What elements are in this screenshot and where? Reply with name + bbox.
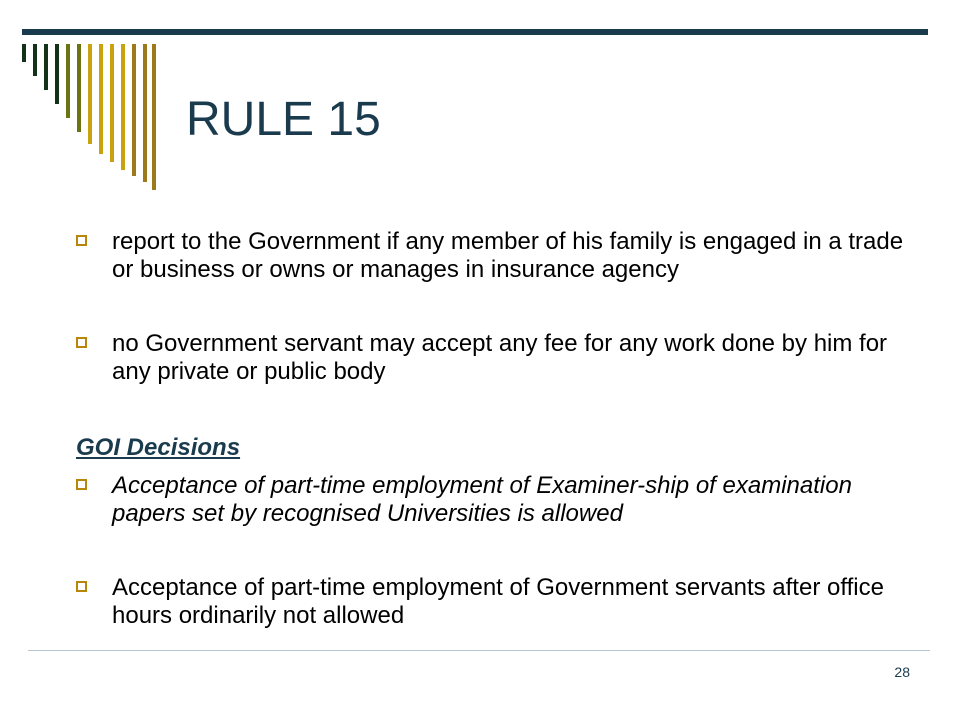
decorative-bar bbox=[22, 44, 26, 62]
decorative-bar bbox=[66, 44, 70, 118]
square-bullet-icon bbox=[76, 235, 87, 246]
section-heading: GOI Decisions bbox=[76, 434, 241, 461]
decorative-bar bbox=[77, 44, 81, 132]
bullet-item bbox=[76, 228, 906, 284]
decorative-bar bbox=[152, 44, 156, 190]
decorative-bar bbox=[55, 44, 59, 104]
decision-text: Acceptance of part-time employment of Examiner-ship of examination papers set by recognised Universities is allowed bbox=[112, 472, 852, 527]
bullet-text: report to the Government if any member of his family is engaged in a trade or business or owns or manages in insurance agency bbox=[112, 228, 904, 283]
decorative-bars bbox=[0, 0, 170, 200]
square-bullet-icon bbox=[76, 479, 87, 490]
decision-text: Acceptance of part-time employment of Government servants after office hours ordinarily not allowed bbox=[112, 574, 884, 629]
decorative-bar bbox=[44, 44, 48, 90]
slide-title: RULE 15 bbox=[186, 93, 381, 146]
decorative-bar bbox=[143, 44, 147, 182]
decorative-bar bbox=[132, 44, 136, 176]
decorative-bar bbox=[110, 44, 114, 162]
decorative-bar bbox=[99, 44, 103, 154]
bullet-text: no Government servant may accept any fee for any work done by him for any private or public body bbox=[112, 330, 888, 385]
decision-item bbox=[76, 574, 906, 630]
page-number: 28 bbox=[894, 664, 910, 680]
decorative-bar bbox=[88, 44, 92, 144]
bottom-rule bbox=[28, 650, 930, 651]
square-bullet-icon bbox=[76, 581, 87, 592]
square-bullet-icon bbox=[76, 337, 87, 348]
decorative-bar bbox=[121, 44, 125, 170]
bullet-item bbox=[76, 330, 906, 386]
decision-item bbox=[76, 472, 906, 528]
decorative-bar bbox=[33, 44, 37, 76]
